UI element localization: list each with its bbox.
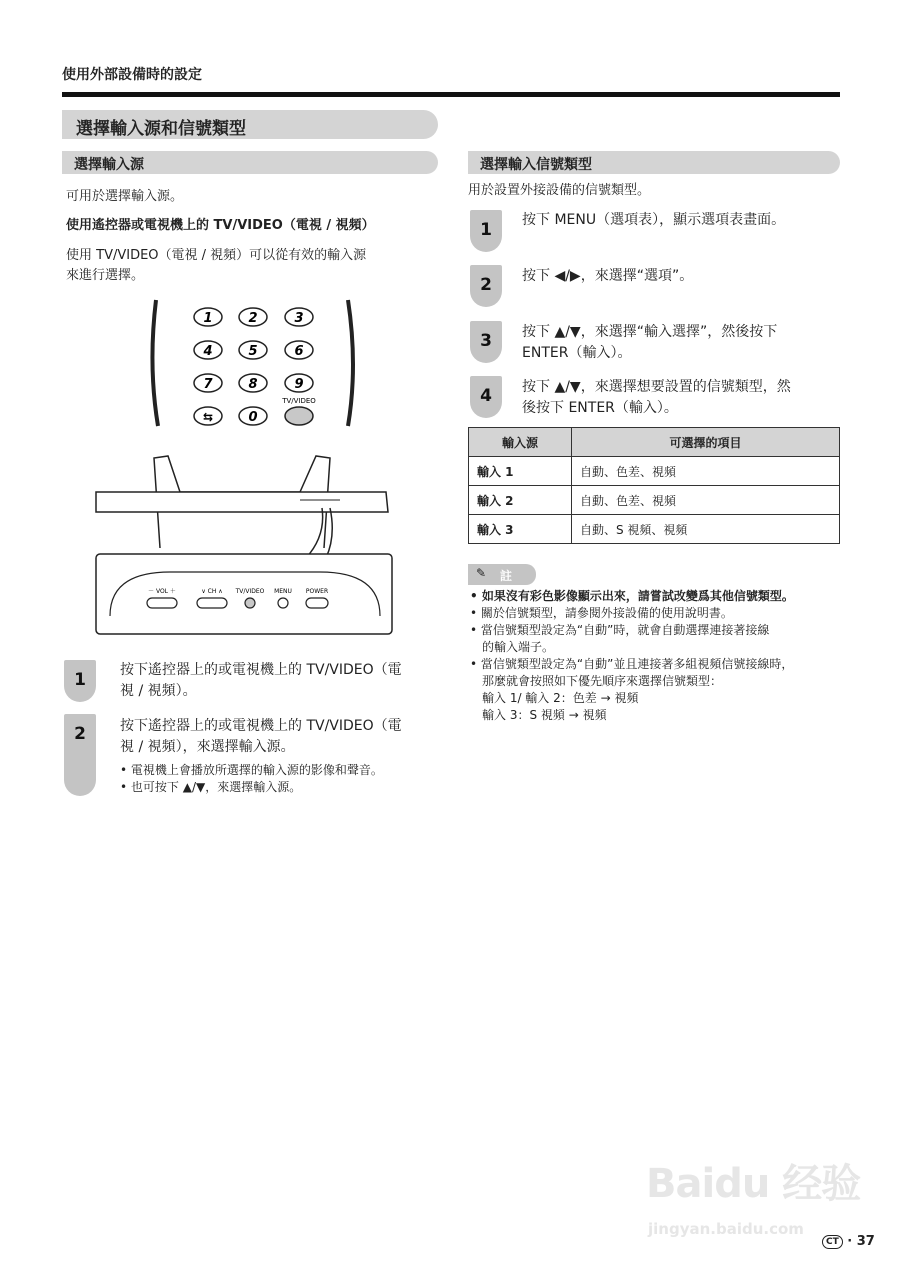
right-step-number: 2 [480,275,492,295]
left-step-tab-1 [64,660,96,702]
power-label: POWER [305,588,329,595]
page-header-title: 使用外部設備時的設定 [62,67,202,83]
right-step-line: 按下 MENU（選項表），顯示選項表畫面。 [522,212,786,228]
right-step-line: 按下 ◀/▶，來選擇“選項”。 [522,268,694,284]
right-section-bar [468,151,840,174]
right-step-1-text [522,210,785,231]
right-step-number: 3 [480,331,492,351]
left-step-line: 按下遙控器上的或電視機上的 TV/VIDEO（電 [120,718,402,734]
left-paragraph [66,246,442,286]
note-tag [468,564,536,585]
remote-outline [152,300,158,426]
tv-power-button[interactable] [306,598,328,608]
remote-key-4-label: 4 [203,344,213,359]
table-cell: 輸入 3 [469,515,572,544]
right-step-tab-4 [470,376,502,418]
vol-button[interactable] [147,598,177,608]
left-section-bar [62,151,438,174]
right-step-number: 4 [480,386,492,406]
table-row [469,486,840,515]
table-cell: 自動、色差、視頻 [572,486,840,515]
table-row [469,515,840,544]
remote-key-5-label: 5 [248,344,258,359]
list-item: 輸入 3：S 視頻 → 視頻 [482,708,607,722]
left-step-line: 按下遙控器上的或電視機上的 TV/VIDEO（電 [120,662,402,678]
list-item: 那麼就會按照如下優先順序來選擇信號類型： [482,674,723,688]
input-source-table [468,427,840,544]
vol-label: － VOL ＋ [148,588,176,595]
pencil-icon: ✎ [476,566,487,580]
remote-key-2-label: 2 [248,311,258,326]
note-label: 註 [500,569,513,583]
remote-key-6-label: 6 [294,344,304,359]
left-section-title: 選擇輸入源 [74,157,144,173]
remote-tvvideo-label: TV/VIDEO [282,397,316,405]
zoom-line [306,508,323,558]
table-cell: 自動、色差、視頻 [572,457,840,486]
list-item: • 如果沒有彩色影像顯示出來，請嘗試改變爲其他信號類型。 [470,589,794,603]
left-step-number: 1 [74,670,86,690]
left-bullets [120,762,383,796]
right-intro: 用於設置外接設備的信號類型。 [468,183,651,198]
left-step-2-text [120,716,402,758]
remote-tvvideo-button[interactable] [285,407,313,425]
right-step-tab-1 [470,210,502,252]
table-cell: 自動、S 視頻、視頻 [572,515,840,544]
notes-list [470,588,846,724]
tv-tvvideo-button[interactable] [245,598,255,608]
right-step-line: 按下 ▲/▼，來選擇“輸入選擇”，然後按下 [522,324,778,340]
baidu-watermark-url: jingyan.baidu.com [648,1220,804,1238]
main-title-bar [62,110,438,139]
table-header: 輸入源 [469,428,572,457]
left-step-line: 視 / 視頻），來選擇輸入源。 [120,739,295,755]
remote-key-7-label: 7 [203,377,213,392]
right-step-line: 按下 ▲/▼，來選擇想要設置的信號類型，然 [522,379,791,395]
right-step-tab-2 [470,265,502,307]
right-step-2-text [522,266,693,287]
zoom-line [326,508,332,558]
ch-label: ∨ CH ∧ [201,588,223,595]
left-subheading: 使用遙控器或電視機上的 TV/VIDEO（電視 / 視頻） [66,218,375,233]
baidu-watermark-logo: Baidu 经验 [646,1161,861,1207]
remote-key-8-label: 8 [248,377,258,392]
table-row [469,457,840,486]
right-step-line: 後按下 ENTER（輸入）。 [522,400,678,416]
ch-button[interactable] [197,598,227,608]
remote-key-9-label: 9 [294,377,304,392]
right-step-line: ENTER（輸入）。 [522,345,632,361]
table-cell: 輸入 1 [469,457,572,486]
tv-tvvideo-label: TV/VIDEO [235,588,265,595]
menu-label: MENU [274,588,292,595]
main-title: 選擇輸入源和信號類型 [76,119,246,139]
flashback-icon: ⇆ [202,410,214,424]
left-step-1-text [120,660,402,702]
left-paragraph-line: 來進行選擇。 [66,268,145,283]
remote-outline [348,300,353,426]
language-badge: CT [822,1235,843,1249]
page-number-value: 37 [856,1234,875,1249]
list-item: • 也可按下 ▲/▼，來選擇輸入源。 [120,780,302,794]
list-item: • 電視機上會播放所選擇的輸入源的影像和聲音。 [120,763,383,777]
tv-top-body [96,492,388,512]
page-number: CT · 37 [822,1234,875,1249]
list-item: 輸入 1/ 輸入 2：色差 → 視頻 [482,691,639,705]
remote-key-0-label: 0 [248,410,258,425]
remote-tv-illustration [90,296,430,640]
right-step-4-text [522,377,791,419]
right-step-tab-3 [470,321,502,363]
right-step-3-text [522,322,777,364]
list-item: • 當信號類型設定為“自動”時，就會自動選擇連接著接線 [470,623,770,637]
left-paragraph-line: 使用 TV/VIDEO（電視 / 視頻）可以從有效的輸入源 [66,248,367,263]
remote-key-1-label: 1 [203,311,213,326]
header-divider [62,92,840,97]
table-header-row [469,428,840,457]
right-section-title: 選擇輸入信號類型 [480,157,592,173]
left-intro: 可用於選擇輸入源。 [66,189,184,204]
left-step-tab-2 [64,714,96,796]
table-header: 可選擇的項目 [572,428,840,457]
left-step-line: 視 / 視頻）。 [120,683,197,699]
table-cell: 輸入 2 [469,486,572,515]
tv-menu-button[interactable] [278,598,288,608]
list-item: 的輸入端子。 [482,640,555,654]
remote-key-3-label: 3 [294,311,304,326]
left-step-number: 2 [74,724,86,744]
list-item: • 當信號類型設定為“自動”並且連接著多組視頻信號接線時， [470,657,794,671]
right-step-number: 1 [480,220,492,240]
list-item: • 關於信號類型，請參閱外接設備的使用說明書。 [470,606,733,620]
